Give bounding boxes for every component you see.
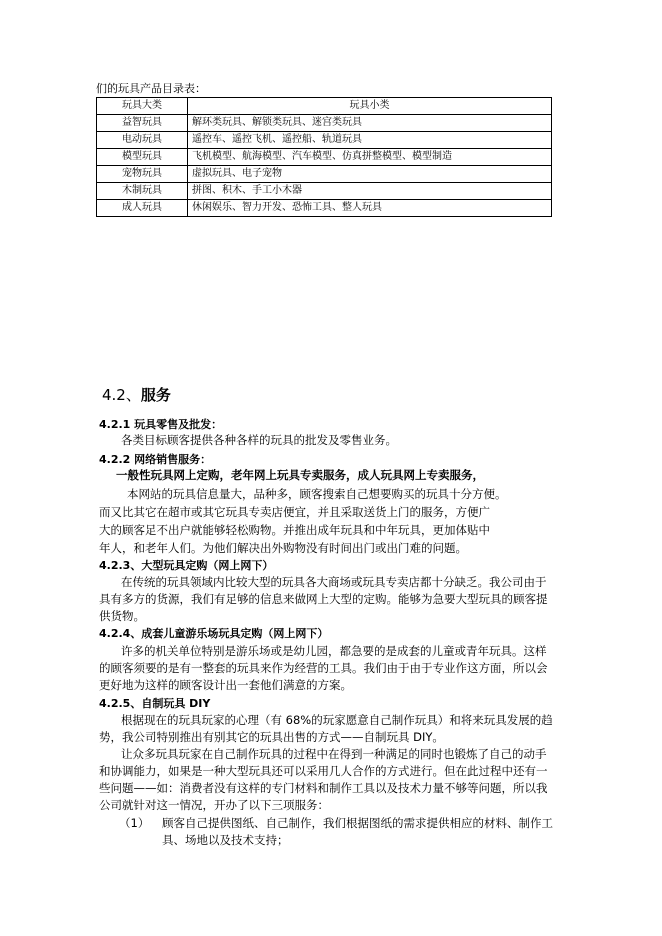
row-items: 飞机模型、航海模型、汽车模型、仿真拼整模型、模型制造	[188, 149, 552, 166]
row-category: 木制玩具	[97, 183, 188, 200]
subheading-4-2-2: 一般性玩具网上定购，老年网上玩具专卖服务，成人玩具网上专卖服务，	[116, 468, 484, 482]
text-4-2-2-line: 年人，和老年人们。为他们解决出外购物没有时间出门或出门难的问题。	[99, 541, 467, 555]
text-4-2-2-line: 而又比其它在超市或其它玩具专卖店便宜，并且采取送货上门的服务，方便广	[99, 505, 490, 519]
table-row	[97, 115, 552, 132]
table-row	[97, 132, 552, 149]
text-4-2-5-line: 让众多玩具玩家在自己制作玩具的过程中在得到一种满足的同时也锻炼了自己的动手	[121, 747, 547, 761]
heading-4-2-4: 4.2.4、成套儿童游乐场玩具定购（网上网下）	[99, 627, 329, 640]
text-4-2-3-line: 供货物。	[99, 609, 145, 623]
text-4-2-5-line: 根据现在的玩具玩家的心理（有 68%的玩家愿意自己制作玩具）和将来玩具发展的趋	[121, 713, 553, 727]
row-items: 解环类玩具、解锁类玩具、迷宫类玩具	[188, 115, 552, 132]
row-category: 宠物玩具	[97, 166, 188, 183]
table-row	[97, 149, 552, 166]
table-row	[97, 200, 552, 217]
text-4-2-2-line: 本网站的玩具信息量大，品种多，顾客搜索自己想要购买的玩具十分方便。	[127, 487, 507, 501]
section-title: 服务	[140, 386, 171, 404]
table-row	[97, 166, 552, 183]
heading-4-2-5: 4.2.5、自制玩具 DIY	[99, 697, 211, 710]
service-item-line: 具、场地以及技术支持；	[162, 833, 289, 847]
header-subcategory: 玩具小类	[188, 98, 552, 115]
row-category: 模型玩具	[97, 149, 188, 166]
service-item-line: 顾客自己提供图纸、自己制作，我们根据图纸的需求提供相应的材料、制作工	[162, 816, 553, 830]
row-items: 虚拟玩具、电子宠物	[188, 166, 552, 183]
service-item-number: （1）	[119, 816, 150, 830]
table-row	[97, 183, 552, 200]
text-4-2-5-line: 势，我公司特别推出有别其它的玩具出售的方式——自制玩具 DIY。	[99, 730, 444, 744]
text-4-2-2-line: 大的顾客足不出户就能够轻松购物。并推出成年玩具和中年玩具，更加体贴中	[99, 523, 490, 537]
text-4-2-5-line: 些问题——如：消费者没有这样的专门材料和制作工具以及技术力量不够等问题，所以我	[99, 781, 548, 795]
text-4-2-4-line: 的顾客须要的是有一整套的玩具来作为经营的工具。我们由于由于专业作这方面，所以会	[99, 661, 548, 675]
heading-4-2-1: 4.2.1 玩具零售及批发：	[99, 418, 223, 431]
text-4-2-5-line: 和协调能力，如果是一种大型玩具还可以采用几人合作的方式进行。但在此过程中还有一	[99, 764, 548, 778]
section-heading	[102, 384, 171, 405]
table-header-row	[97, 98, 552, 115]
section-number: 4.2、	[102, 386, 141, 404]
heading-4-2-2: 4.2.2 网络销售服务：	[99, 453, 212, 466]
row-category: 益智玩具	[97, 115, 188, 132]
catalog-intro: 们的玩具产品目录表：	[96, 82, 206, 95]
row-category: 成人玩具	[97, 200, 188, 217]
row-category: 电动玩具	[97, 132, 188, 149]
text-4-2-3-line: 在传统的玩具领域内比较大型的玩具各大商场或玩具专卖店都十分缺乏。我公司由于	[121, 575, 547, 589]
text-4-2-5-line: 公司就针对这一情况，开办了以下三项服务：	[99, 798, 329, 812]
text-4-2-1: 各类目标顾客提供各种各样的玩具的批发及零售业务。	[121, 433, 397, 447]
text-4-2-4-line: 许多的机关单位特别是游乐场或是幼儿园，都急要的是成套的儿童或青年玩具。这样	[121, 644, 547, 658]
header-category: 玩具大类	[97, 98, 188, 115]
text-4-2-3-line: 具有多方的货源，我们有足够的信息来做网上大型的定购。能够为急要大型玩具的顾客提	[99, 592, 548, 606]
row-items: 休闲娱乐、智力开发、恐怖工具、整人玩具	[188, 200, 552, 217]
heading-4-2-3: 4.2.3、大型玩具定购（网上网下）	[99, 559, 274, 572]
row-items: 拼图、积木、手工小木器	[188, 183, 552, 200]
row-items: 遥控车、遥控飞机、遥控船、轨道玩具	[188, 132, 552, 149]
toy-catalog-table	[96, 97, 552, 217]
text-4-2-4-line: 更好地为这样的顾客设计出一套他们满意的方案。	[99, 678, 352, 692]
